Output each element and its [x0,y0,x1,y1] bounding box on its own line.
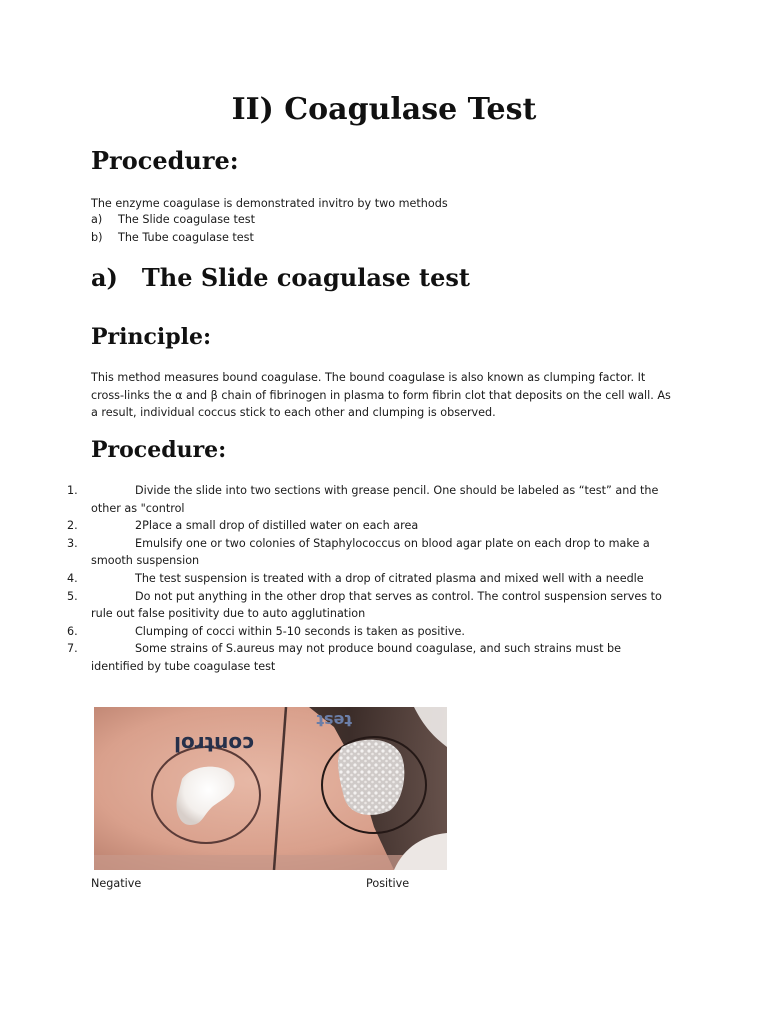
caption-negative: Negative [91,877,142,890]
step-text: Emulsify one or two colonies of Staphylococcus on blood agar plate on each drop to make a smooth suspension [91,536,650,568]
step-number: 7. [67,642,78,656]
procedure-steps [0,482,700,676]
slide-label-test: test [316,711,352,730]
caption-positive: Positive [366,877,410,890]
slide-coagulase-photo [94,707,447,870]
principle-paragraph: This method measures bound coagulase. The bound coagulase is also known as clumping factor. It cross-links the α and β chain of fibrinogen in plasma to form fibrin clot that deposits on the cell wall. As a result, individual coccus stick to each other and clumping is observed. [91,371,671,420]
method-item-b [91,231,254,244]
intro-text: The enzyme coagulase is demonstrated invitro by two methods [91,197,448,210]
method-marker: b) [91,231,103,244]
method-marker: a) [91,213,103,226]
step-item [0,623,700,641]
section-heading: a) The Slide coagulase test [91,263,470,292]
step-number: 3. [67,536,78,550]
step-number: 2. [67,519,78,533]
document-title: II) Coagulase Test [231,92,537,127]
step-item [0,517,700,535]
procedure-heading: Procedure: [91,146,239,175]
slide-photo-illustration [94,707,447,870]
step-text: Clumping of cocci within 5-10 seconds is taken as positive. [135,624,465,638]
step-item [0,640,700,675]
step-item [0,482,700,517]
step-number: 5. [67,589,78,603]
step-text: Some strains of S.aureus may not produce bound coagulase, and such strains must be identified by tube coagulase test [91,642,622,673]
method-text: The Tube coagulase test [118,231,254,244]
step-text: Divide the slide into two sections with grease pencil. One should be labeled as “test” and the other as "control [91,484,659,515]
step-item [0,570,700,588]
step-number: 6. [67,624,78,638]
step-number: 1. [67,484,78,497]
step-text: The test suspension is treated with a drop of citrated plasma and mixed well with a needle [135,571,644,585]
step-item [0,588,700,623]
step-text: 2Place a small drop of distilled water on each area [135,519,419,533]
principle-heading: Principle: [91,324,212,350]
step-item [0,535,700,570]
step-text: Do not put anything in the other drop that serves as control. The control suspension serves to rule out false positivity due to auto agglutination [91,589,662,621]
procedure-heading-2: Procedure: [91,437,227,463]
step-number: 4. [67,571,78,585]
method-item-a [91,213,255,226]
slide-label-control: control [174,732,254,756]
method-text: The Slide coagulase test [118,213,255,226]
